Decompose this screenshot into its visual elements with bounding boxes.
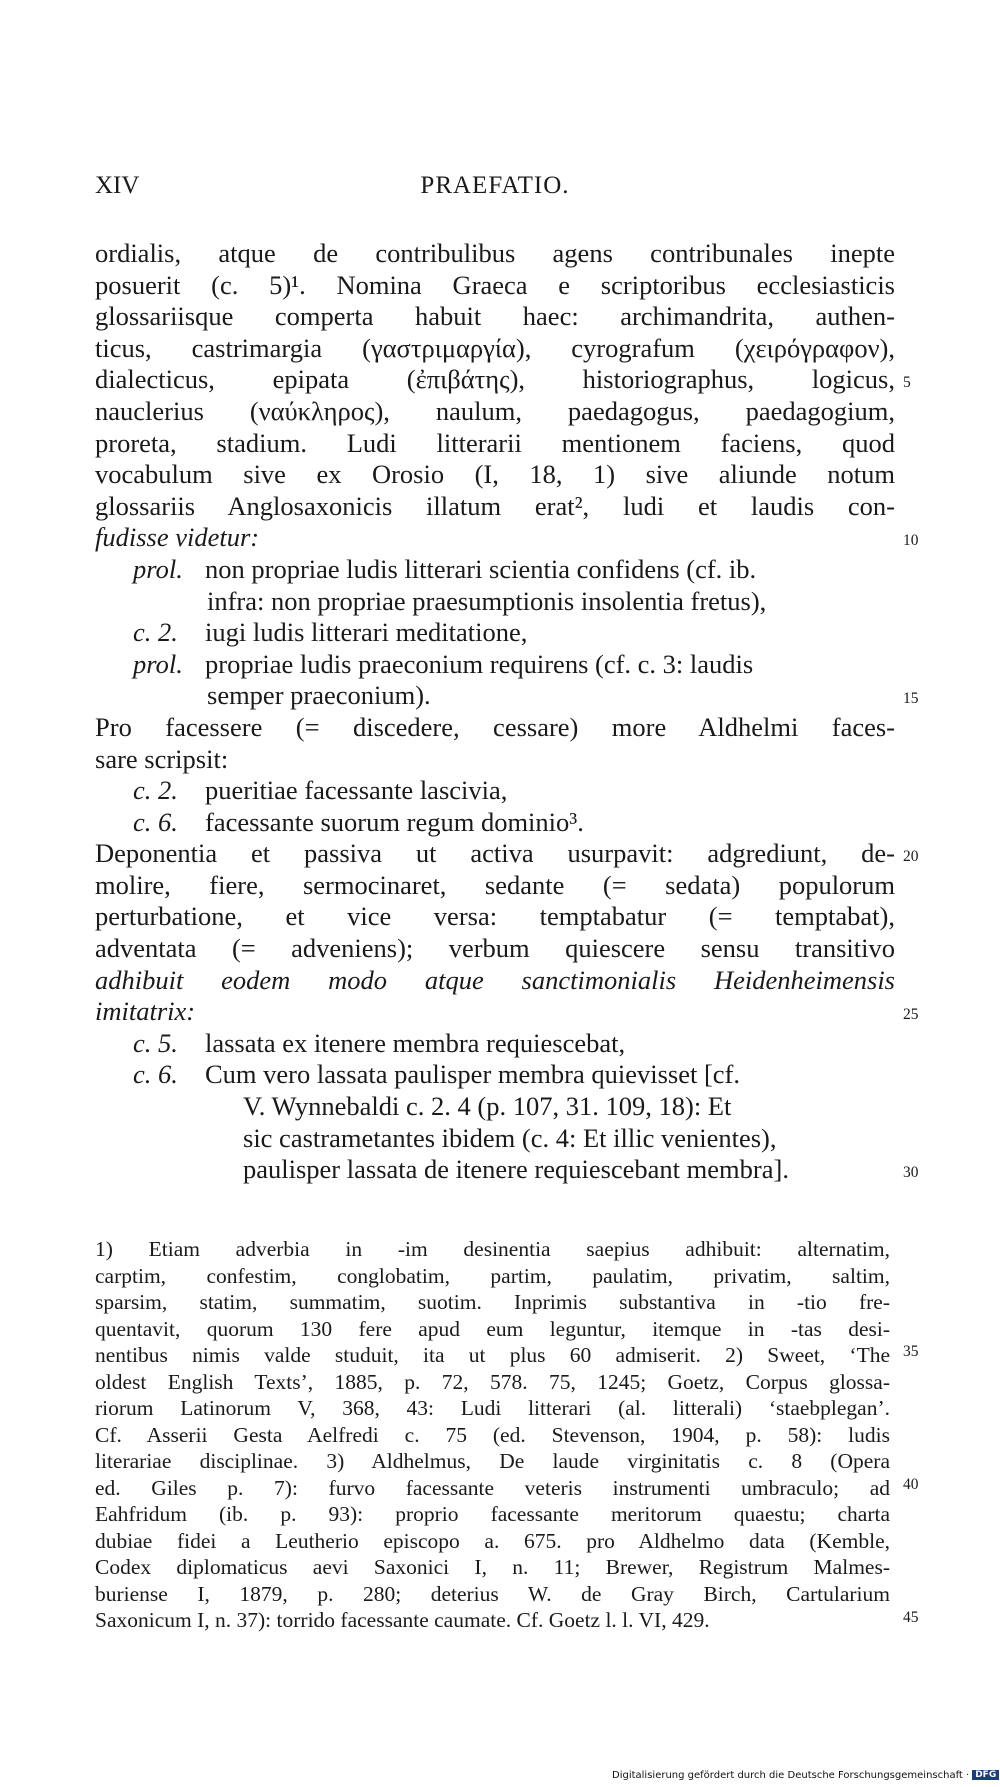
quote-text: Cum vero lassata paulisper membra quievisset [cf. (205, 1059, 740, 1090)
text-line-content: fudisse videtur: (95, 522, 260, 553)
quote-text: paulisper lassata de itenere requiescebant membra]. (243, 1154, 789, 1185)
footnotes (95, 1236, 890, 1634)
text-line-content: imitatrix: (95, 996, 196, 1027)
text-line: Deponentia et passiva ut activa usurpavit: adgrediunt, de- (95, 838, 895, 869)
margin-line-number: 35 (903, 1343, 919, 1360)
text-line (95, 522, 895, 554)
digitization-credit (612, 1770, 999, 1781)
quote-line (95, 586, 895, 618)
quote-text: V. Wynnebaldi c. 2. 4 (p. 107, 31. 109, 18): Et (243, 1091, 732, 1122)
quote-text: semper praeconium). (207, 680, 431, 711)
margin-line-number: 30 (903, 1164, 919, 1181)
text-line: posuerit (c. 5)¹. Nomina Graeca e scriptoribus ecclesiasticis (95, 269, 895, 300)
footnote-line: quentavit, quorum 130 fere apud eum leguntur, itemque in -tas desi- (95, 1316, 890, 1341)
text-line: ticus, castrimargia (γαστριμαργία), cyrografum (χειρόγραφον), (95, 332, 895, 363)
text-line: vocabulum sive ex Orosio (I, 18, 1) sive aliunde notum (95, 459, 895, 490)
dfg-logo: DFG (972, 1770, 999, 1780)
quote-text: lassata ex itenere membra requiescebat, (205, 1027, 626, 1058)
footnote-line: Cf. Asserii Gesta Aelfredi c. 75 (ed. Stevenson, 1904, p. 58): ludis (95, 1422, 890, 1447)
citation-label: c. 5. (133, 1027, 178, 1058)
text-line (95, 996, 895, 1028)
citation-label: c. 2. (133, 775, 178, 806)
running-head (95, 172, 895, 206)
citation-label: prol. (133, 553, 183, 584)
footnote-line: Saxonicum I, n. 37): torrido facessante caumate. Cf. Goetz l. l. VI, 429. (95, 1608, 710, 1632)
quote-text: sic castrametantes ibidem (c. 4: Et illic venientes), (243, 1122, 777, 1153)
text-line: nauclerius (ναύκληρος), naulum, paedagogus, paedagogium, (95, 395, 895, 426)
quote-line (95, 807, 895, 839)
footnote-line: buriense I, 1879, p. 280; deterius W. de Gray Birch, Cartularium (95, 1581, 890, 1606)
footnote-line: 1) Etiam adverbia in -im desinentia saepius adhibuit: alternatim, (95, 1237, 890, 1261)
margin-line-number: 15 (903, 690, 919, 707)
text-line (95, 965, 895, 997)
main-text (95, 238, 895, 1186)
margin-line-number: 20 (903, 848, 919, 865)
footnote-line: Codex diplomaticus aevi Saxonici I, n. 11; Brewer, Registrum Malmes- (95, 1555, 890, 1579)
quote-line (95, 1123, 895, 1155)
footnote-line: oldest English Texts’, 1885, p. 72, 578. 75, 1245; Goetz, Corpus glossa- (95, 1369, 890, 1394)
quote-line (95, 1091, 895, 1123)
text-line: perturbatione, et vice versa: temptabatur (= temptabat), (95, 901, 895, 932)
footnote-line: Eahfridum (ib. p. 93): proprio facessante meritorum quaestu; charta (95, 1502, 890, 1526)
footnote-line: dubiae fidei a Leutherio episcopo a. 675. pro Aldhelmo data (Kemble, (95, 1528, 890, 1553)
margin-line-number: 45 (903, 1609, 919, 1626)
text-line: proreta, stadium. Ludi litterarii mentionem faciens, quod (95, 427, 895, 458)
margin-line-number: 5 (903, 374, 911, 391)
citation-label: c. 2. (133, 617, 178, 648)
citation-label: c. 6. (133, 806, 178, 837)
text-line-content: adhibuit eodem modo atque sanctimonialis Heidenheimensis (95, 964, 895, 995)
credit-text: Digitalisierung gefördert durch die Deutsche Forschungsgemeinschaft · (612, 1770, 970, 1781)
quote-line (95, 1059, 895, 1091)
margin-line-number: 10 (903, 532, 919, 549)
citation-label: c. 6. (133, 1059, 178, 1090)
footnote-line: sparsim, statim, summatim, suotim. Inprimis substantiva in -tio fre- (95, 1290, 890, 1314)
page-number: XIV (95, 172, 140, 199)
footnote-line: literariae disciplinae. 3) Aldhelmus, De laude virginitatis c. 8 (Opera (95, 1449, 890, 1473)
quote-line (95, 554, 895, 586)
footnote-line: ed. Giles p. 7): furvo facessante veteris instrumenti umbraculo; ad (95, 1475, 890, 1500)
text-line: Pro facessere (= discedere, cessare) more Aldhelmi faces- (95, 711, 895, 742)
quote-line (95, 617, 895, 649)
text-line: glossariisque comperta habuit haec: archimandrita, authen- (95, 301, 895, 332)
quote-text: iugi ludis litterari meditatione, (205, 617, 528, 648)
text-line: molire, fiere, sermocinaret, sedante (= sedata) populorum (95, 869, 895, 900)
quote-text: infra: non propriae praesumptionis insolentia fretus), (207, 585, 767, 616)
text-line: ordialis, atque de contribulibus agens contribunales inepte (95, 238, 895, 268)
quote-text: facessante suorum regum dominio³. (205, 806, 584, 837)
margin-line-number: 40 (903, 1476, 919, 1493)
citation-label: prol. (133, 648, 183, 679)
quote-line (95, 680, 895, 712)
text-line: adventata (= adveniens); verbum quiescere sensu transitivo (95, 933, 895, 964)
quote-text: non propriae ludis litterari scientia confidens (cf. ib. (205, 553, 757, 584)
running-title: PRAEFATIO. (420, 172, 570, 199)
text-line: glossariis Anglosaxonicis illatum erat², ludi et laudis con- (95, 490, 895, 521)
footnote-line: riorum Latinorum V, 368, 43: Ludi litterari (al. litterali) ‘staebplegan’. (95, 1396, 890, 1420)
quote-line (95, 1154, 895, 1186)
text-line: sare scripsit: (95, 743, 229, 774)
quote-line (95, 649, 895, 681)
quote-text: propriae ludis praeconium requirens (cf. c. 3: laudis (205, 648, 754, 679)
quote-text: pueritiae facessante lascivia, (205, 775, 508, 806)
margin-line-number: 25 (903, 1006, 919, 1023)
footnote-line: nentibus nimis valde studuit, ita ut plus 60 admiserit. 2) Sweet, ‘The (95, 1343, 890, 1367)
quote-line (95, 1028, 895, 1060)
quote-line (95, 775, 895, 807)
footnote-line: carptim, confestim, conglobatim, partim, paulatim, privatim, saltim, (95, 1263, 890, 1288)
text-line: dialecticus, epipata (ἐπιβάτης), historiographus, logicus, (95, 364, 895, 395)
